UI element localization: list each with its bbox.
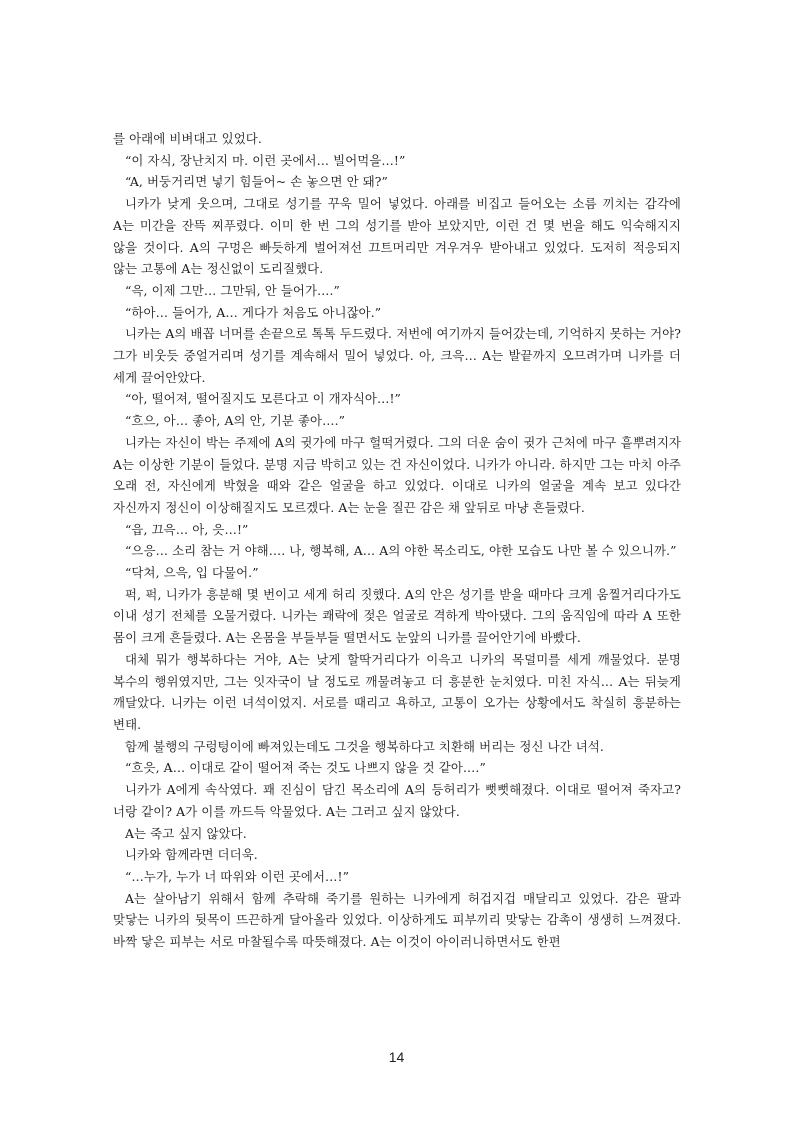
paragraph: 니카가 낮게 웃으며, 그대로 성기를 꾸욱 밀어 넣었다. 아래를 비집고 들어오는 소름 끼치는 감각에 A는 미간을 잔뜩 찌푸렸다. 이미 한 번 그의 성기를 받아 보았지만, 이런 건 몇 번을 해도 익숙해지지 않을 것이다. A의 구멍은 빠듯하게 벌어져선 끄트머리만 겨우겨우 받아내고 있었다. 도저히 적응되지 않는 고통에 A는 정신없이 도리질했다. [113,196,681,277]
paragraph: 니카와 함께라면 더더욱. [125,847,258,863]
document-body [113,128,681,953]
paragraph: 니카가 A에게 속삭였다. 꽤 진심이 담긴 목소리에 A의 등허리가 뻣뻣해졌다. 이대로 떨어져 죽자고? 너랑 같이? A가 이를 까드득 악물었다. A는 그러고 싶지 않았다. [113,782,681,819]
paragraph: “아, 떨어져, 떨어질지도 모른다고 이 개자식아…!” [125,391,401,407]
paragraph: A는 죽고 싶지 않았다. [125,825,247,841]
paragraph: “흐으, 아… 좋아, A의 안, 기분 좋아….” [125,413,346,429]
paragraph: “A, 버둥거리면 넣기 힘들어~ 손 놓으면 안 돼?” [125,174,388,190]
page-number: 14 [388,1049,405,1065]
paragraph: “…누가, 누가 너 따위와 이런 곳에서…!” [125,868,350,884]
paragraph: “닥쳐, 으윽, 입 다물어.” [125,565,259,581]
paragraph: “이 자식, 장난치지 마. 이런 곳에서… 빌어먹을…!” [125,152,406,168]
paragraph: 니카는 A의 배꼽 너머를 손끝으로 톡톡 두드렸다. 저번에 여기까지 들어갔는데, 기억하지 못하는 거야? 그가 비웃듯 중얼거리며 성기를 계속해서 밀어 넣었다. 아, 크윽… A는 발끝까지 오므려가며 니카를 더 세게 끌어안았다. [113,326,681,385]
paragraph: 퍽, 퍽, 니카가 흥분해 몇 번이고 세게 허리 짓했다. A의 안은 성기를 받을 때마다 크게 움찔거리다가도 이내 성기 전체를 오물거렸다. 니카는 쾌락에 젖은 얼굴로 격하게 박아댔다. 그의 움직임에 따라 A 또한 몸이 크게 흔들렸다. A는 온몸을 부들부들 떨면서도 눈앞의 니카를 끌어안기에 바빴다. [113,586,681,646]
paragraph: 대체 뭐가 행복하다는 거야, A는 낮게 할딱거리다가 이윽고 니카의 목덜미를 세게 깨물었다. 분명 복수의 행위였지만, 그는 잇자국이 날 정도로 깨물려놓고 더 흥분한 눈치였다. 미친 자식… A는 뒤늦게 깨달았다. 니카는 이런 녀석이었지. 서로를 때리고 욕하고, 고통이 오가는 상황에서도 착실히 흥분하는 변태. [113,651,681,732]
paragraph: 니카는 자신이 박는 주제에 A의 귓가에 마구 헐떡거렸다. 그의 더운 숨이 귓가 근처에 마구 흩뿌려지자 A는 이상한 기분이 들었다. 분명 지금 박히고 있는 건 자신이었다. 니카가 아니라. 하지만 그는 마치 아주 오래 전, 자신에게 박혔을 때와 같은 얼굴을 하고 있었다. 이대로 니카의 얼굴을 계속 보고 있다간 자신까지 정신이 이상해질지도 모르겠다. A는 눈을 질끈 감은 채 앞뒤로 마냥 흔들렸다. [113,434,681,515]
paragraph: A는 살아남기 위해서 함께 추락해 죽기를 원하는 니카에게 허겁지겁 매달리고 있었다. 감은 팔과 맞닿는 니카의 뒷목이 뜨끈하게 달아올라 있었다. 이상하게도 피부끼리 맞닿는 감촉이 생생히 느껴졌다. 바짝 닿은 피부는 서로 마찰될수록 따뜻해졌다. A는 이것이 아이러니하면서도 한편 [113,890,681,950]
paragraph: “으응… 소리 참는 거 야해…. 나, 행복해, A… A의 야한 목소리도, 야한 모습도 나만 볼 수 있으니까.” [125,543,677,559]
paragraph: “흐읏, A… 이대로 같이 떨어져 죽는 것도 나쁘지 않을 것 같아….” [125,760,486,776]
paragraph: “읍, 끄윽… 아, 읏…!” [125,521,249,537]
paragraph: “하아… 들어가, A… 게다가 처음도 아니잖아.” [125,304,382,320]
paragraph: 를 아래에 비벼대고 있었다. [113,131,262,146]
paragraph: “윽, 이제 그만… 그만둬, 안 들어가….” [125,282,340,298]
paragraph: 함께 불행의 구렁텅이에 빠져있는데도 그것을 행복하다고 치환해 버리는 정신 나간 녀석. [125,738,604,754]
